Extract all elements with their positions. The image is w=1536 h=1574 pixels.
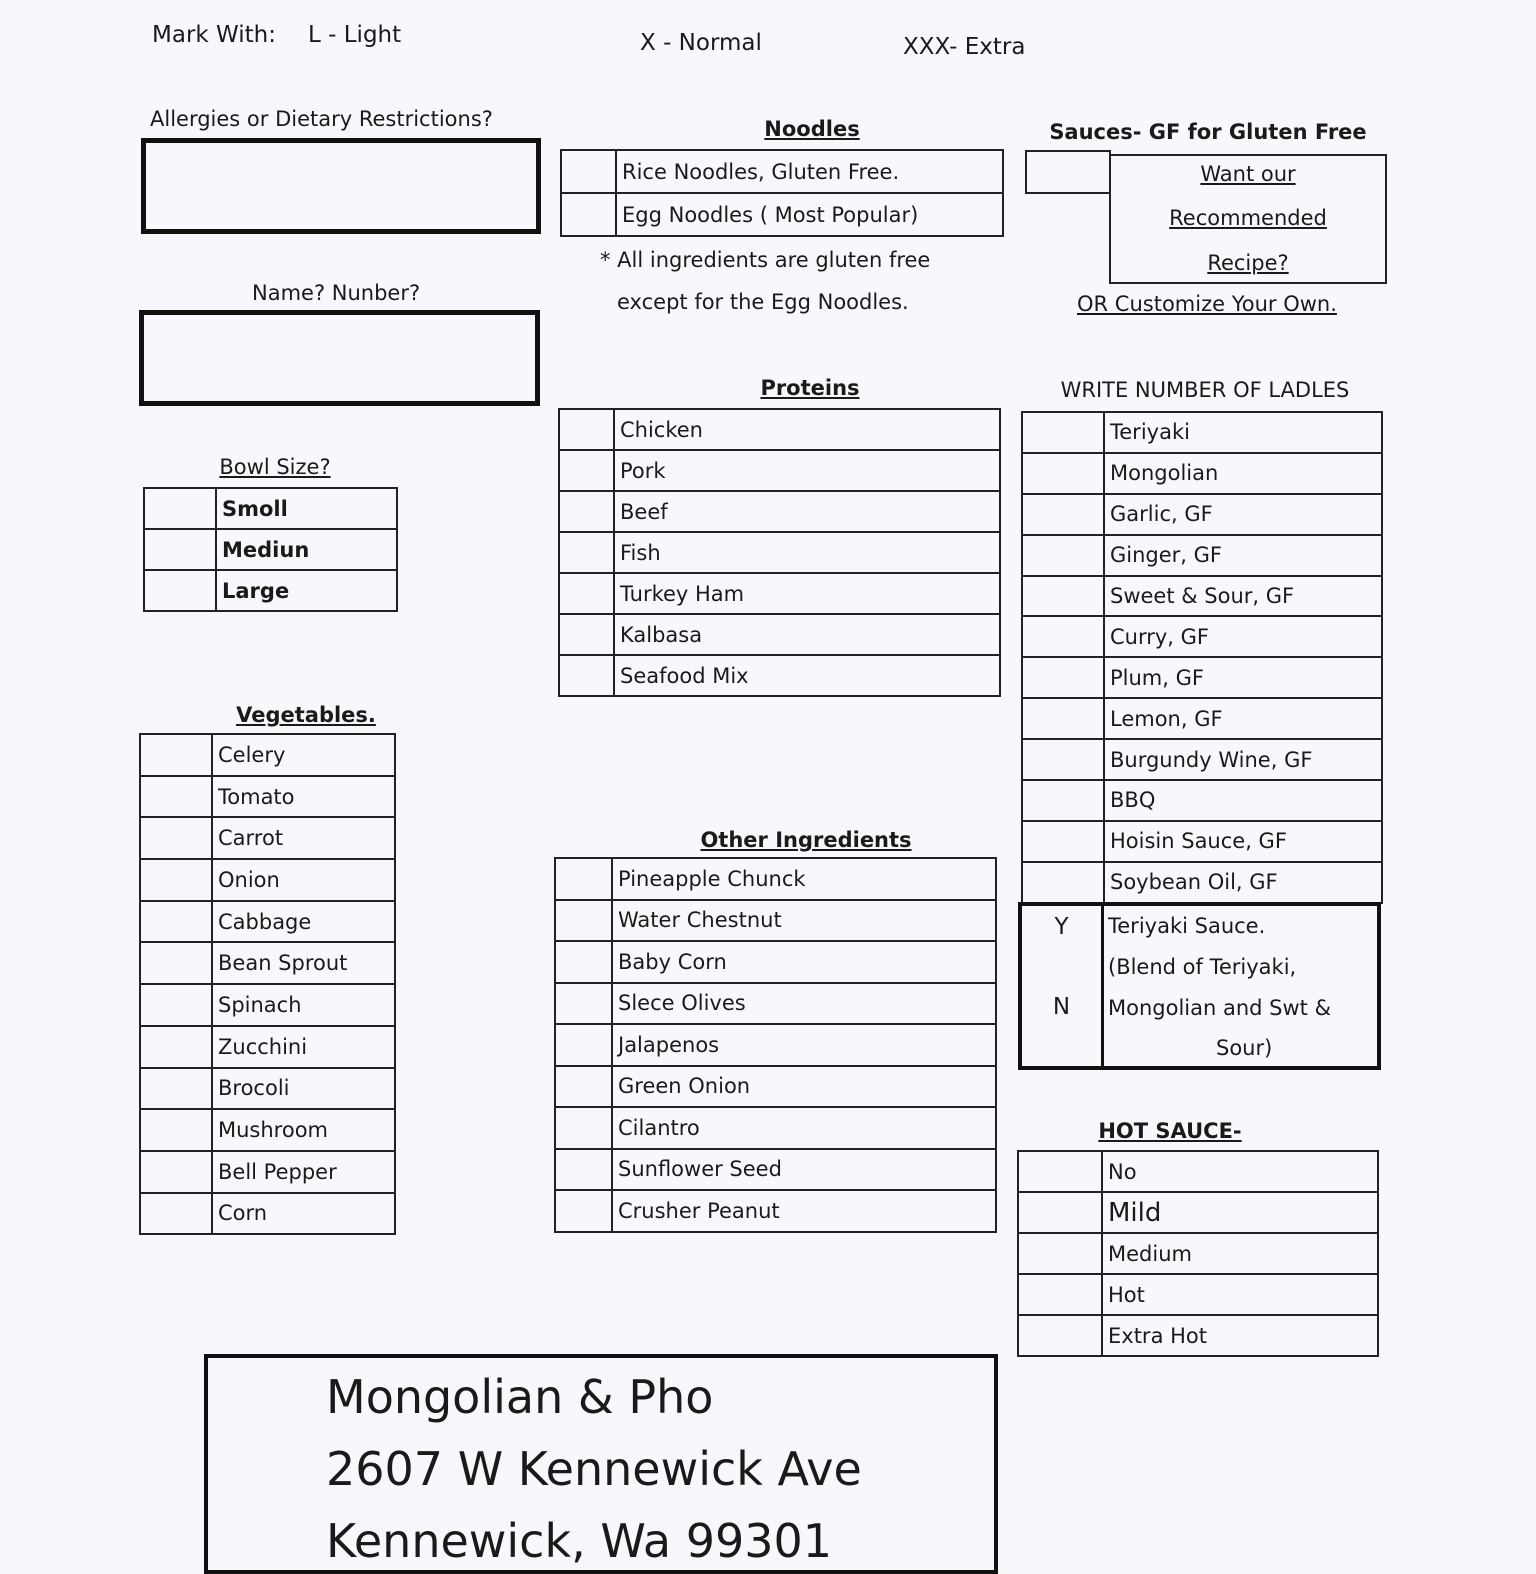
sauce-row [1022, 453, 1382, 494]
restaurant-name: Mongolian & Pho [326, 1370, 714, 1424]
recommended-checkbox[interactable] [1025, 150, 1111, 194]
other-ingredient-mark-cell[interactable] [555, 941, 612, 983]
protein-row [559, 409, 1000, 450]
sauces-title: Sauces- GF for Gluten Free [1049, 120, 1367, 144]
allergies-field[interactable] [141, 138, 541, 234]
protein-mark-cell[interactable] [559, 614, 614, 655]
other-ingredient-mark-cell[interactable] [555, 858, 612, 900]
other-ingredient-row [555, 1066, 996, 1108]
vegetable-label: Cabbage [212, 901, 395, 943]
sauce-row [1022, 698, 1382, 739]
bowl-size-row [144, 529, 397, 570]
blend-line4: Sour) [1216, 1036, 1273, 1060]
protein-row [559, 450, 1000, 491]
hot-sauce-title: HOT SAUCE- [1098, 1119, 1242, 1143]
protein-mark-cell[interactable] [559, 450, 614, 491]
teriyaki-blend-divider [1101, 906, 1104, 1066]
protein-label: Chicken [614, 409, 1000, 450]
other-ingredient-mark-cell[interactable] [555, 1107, 612, 1149]
blend-line2: (Blend of Teriyaki, [1108, 955, 1297, 979]
vegetable-row [140, 1151, 395, 1193]
other-ingredient-label: Baby Corn [612, 941, 996, 983]
other-ingredient-label: Water Chestnut [612, 900, 996, 942]
vegetable-mark-cell[interactable] [140, 901, 212, 943]
vegetable-row [140, 776, 395, 818]
noodle-label: Egg Noodles ( Most Popular) [616, 193, 1003, 236]
protein-label: Kalbasa [614, 614, 1000, 655]
other-ingredient-mark-cell[interactable] [555, 983, 612, 1025]
legend-extra: XXX- Extra [903, 34, 1026, 60]
vegetable-label: Onion [212, 859, 395, 901]
other-ingredient-row [555, 858, 996, 900]
hot-sauce-label: Extra Hot [1102, 1315, 1378, 1356]
protein-label: Fish [614, 532, 1000, 573]
vegetable-row [140, 734, 395, 776]
blend-line1: Teriyaki Sauce. [1108, 914, 1266, 938]
hot-sauce-label: Mild [1102, 1192, 1378, 1233]
vegetable-label: Zucchini [212, 1026, 395, 1068]
protein-mark-cell[interactable] [559, 409, 614, 450]
vegetable-mark-cell[interactable] [140, 1193, 212, 1235]
vegetable-mark-cell[interactable] [140, 942, 212, 984]
sauces-table [1021, 411, 1383, 904]
sauce-label: Plum, GF [1104, 657, 1382, 698]
bowl-size-mark-cell[interactable] [144, 570, 216, 611]
protein-label: Seafood Mix [614, 655, 1000, 696]
teriyaki-blend-box [1018, 902, 1381, 1070]
hot-sauce-row [1018, 1192, 1378, 1233]
sauce-mark-cell[interactable] [1022, 739, 1104, 780]
other-ingredient-label: Pineapple Chunck [612, 858, 996, 900]
hot-sauce-label: No [1102, 1151, 1378, 1192]
hot-sauce-mark-cell[interactable] [1018, 1274, 1102, 1315]
blend-line3: Mongolian and Swt & [1108, 996, 1331, 1020]
other-ingredient-label: Slece Olives [612, 983, 996, 1025]
hot-sauce-label: Medium [1102, 1233, 1378, 1274]
other-ingredients-table [554, 857, 997, 1233]
hot-sauce-mark-cell[interactable] [1018, 1315, 1102, 1356]
restaurant-address: 2607 W Kennewick Ave [326, 1442, 862, 1496]
recommend-line1: Want our [1200, 162, 1296, 186]
protein-row [559, 573, 1000, 614]
sauce-label: Ginger, GF [1104, 535, 1382, 576]
sauce-mark-cell[interactable] [1022, 862, 1104, 903]
other-ingredient-row [555, 900, 996, 942]
legend-light: L - Light [308, 22, 402, 48]
hot-sauce-row [1018, 1233, 1378, 1274]
other-ingredient-label: Cilantro [612, 1107, 996, 1149]
noodle-mark-cell[interactable] [561, 150, 616, 193]
sauce-mark-cell[interactable] [1022, 535, 1104, 576]
noodle-mark-cell[interactable] [561, 193, 616, 236]
sauce-row [1022, 780, 1382, 821]
protein-row [559, 491, 1000, 532]
other-ingredient-row [555, 983, 996, 1025]
sauce-label: Mongolian [1104, 453, 1382, 494]
sauce-label: Hoisin Sauce, GF [1104, 821, 1382, 862]
other-ingredient-mark-cell[interactable] [555, 1024, 612, 1066]
bowl-size-label: Mediun [216, 529, 397, 570]
restaurant-city: Kennewick, Wa 99301 [326, 1514, 833, 1568]
vegetable-row [140, 942, 395, 984]
gluten-note-line1: * All ingredients are gluten free [600, 248, 931, 272]
other-ingredient-row [555, 1024, 996, 1066]
sauce-label: Lemon, GF [1104, 698, 1382, 739]
sauce-label: Teriyaki [1104, 412, 1382, 453]
protein-row [559, 614, 1000, 655]
sauce-row [1022, 821, 1382, 862]
blend-yes-option[interactable]: Y [1054, 914, 1069, 940]
sauce-label: Soybean Oil, GF [1104, 862, 1382, 903]
protein-mark-cell[interactable] [559, 573, 614, 614]
sauce-row [1022, 862, 1382, 903]
other-ingredient-mark-cell[interactable] [555, 1066, 612, 1108]
ladles-label: WRITE NUMBER OF LADLES [1060, 378, 1350, 402]
sauce-row [1022, 657, 1382, 698]
vegetables-table [139, 733, 396, 1235]
sauce-mark-cell[interactable] [1022, 780, 1104, 821]
vegetable-mark-cell[interactable] [140, 859, 212, 901]
sauce-label: Sweet & Sour, GF [1104, 576, 1382, 617]
other-ingredients-title: Other Ingredients [700, 828, 912, 852]
protein-row [559, 655, 1000, 696]
other-ingredient-label: Crusher Peanut [612, 1190, 996, 1232]
blend-no-option[interactable]: N [1052, 994, 1071, 1020]
proteins-table [558, 408, 1001, 697]
other-ingredient-label: Sunflower Seed [612, 1149, 996, 1191]
hot-sauce-mark-cell[interactable] [1018, 1192, 1102, 1233]
legend-normal: X - Normal [640, 30, 762, 56]
hot-sauce-mark-cell[interactable] [1018, 1233, 1102, 1274]
vegetable-label: Celery [212, 734, 395, 776]
customize-own-label: OR Customize Your Own. [1077, 292, 1337, 316]
bowl-size-title: Bowl Size? [219, 455, 331, 479]
vegetable-mark-cell[interactable] [140, 1068, 212, 1110]
sauce-mark-cell[interactable] [1022, 412, 1104, 453]
sauce-mark-cell[interactable] [1022, 494, 1104, 535]
protein-mark-cell[interactable] [559, 655, 614, 696]
vegetable-mark-cell[interactable] [140, 1151, 212, 1193]
other-ingredient-row [555, 1190, 996, 1232]
sauce-row [1022, 576, 1382, 617]
vegetable-mark-cell[interactable] [140, 776, 212, 818]
noodles-title: Noodles [764, 117, 860, 141]
sauce-mark-cell[interactable] [1022, 616, 1104, 657]
protein-label: Pork [614, 450, 1000, 491]
hot-sauce-row [1018, 1315, 1378, 1356]
vegetable-row [140, 1193, 395, 1235]
other-ingredient-mark-cell[interactable] [555, 900, 612, 942]
sauce-label: BBQ [1104, 780, 1382, 821]
vegetable-label: Brocoli [212, 1068, 395, 1110]
vegetable-mark-cell[interactable] [140, 1026, 212, 1068]
other-ingredient-row [555, 941, 996, 983]
recommend-line3: Recipe? [1207, 251, 1289, 275]
hot-sauce-row [1018, 1274, 1378, 1315]
sauce-mark-cell[interactable] [1022, 698, 1104, 739]
hot-sauce-label: Hot [1102, 1274, 1378, 1315]
hot-sauce-mark-cell[interactable] [1018, 1151, 1102, 1192]
noodle-row [561, 150, 1003, 193]
vegetable-label: Bell Pepper [212, 1151, 395, 1193]
legend-label: Mark With: [152, 22, 276, 48]
vegetable-mark-cell[interactable] [140, 817, 212, 859]
sauce-row [1022, 739, 1382, 780]
vegetable-label: Bean Sprout [212, 942, 395, 984]
other-ingredient-mark-cell[interactable] [555, 1190, 612, 1232]
other-ingredient-mark-cell[interactable] [555, 1149, 612, 1191]
sauce-mark-cell[interactable] [1022, 657, 1104, 698]
protein-mark-cell[interactable] [559, 491, 614, 532]
recommended-recipe-box [1109, 154, 1387, 284]
noodle-label: Rice Noodles, Gluten Free. [616, 150, 1003, 193]
vegetable-mark-cell[interactable] [140, 734, 212, 776]
other-ingredient-row [555, 1149, 996, 1191]
allergies-label: Allergies or Dietary Restrictions? [150, 107, 493, 131]
sauce-mark-cell[interactable] [1022, 821, 1104, 862]
vegetable-label: Tomato [212, 776, 395, 818]
bowl-size-mark-cell[interactable] [144, 488, 216, 529]
vegetable-row [140, 984, 395, 1026]
protein-label: Turkey Ham [614, 573, 1000, 614]
sauce-row [1022, 616, 1382, 657]
other-ingredient-label: Green Onion [612, 1066, 996, 1108]
hot-sauce-row [1018, 1151, 1378, 1192]
vegetable-row [140, 1109, 395, 1151]
sauce-label: Garlic, GF [1104, 494, 1382, 535]
gluten-note-line2: except for the Egg Noodles. [617, 290, 909, 314]
sauce-row [1022, 412, 1382, 453]
vegetable-row [140, 817, 395, 859]
name-number-field[interactable] [139, 310, 540, 406]
sauce-label: Curry, GF [1104, 616, 1382, 657]
sauce-mark-cell[interactable] [1022, 453, 1104, 494]
sauce-label: Burgundy Wine, GF [1104, 739, 1382, 780]
other-ingredient-row [555, 1107, 996, 1149]
noodles-table [560, 149, 1004, 237]
bowl-size-table [143, 487, 398, 612]
vegetable-label: Corn [212, 1193, 395, 1235]
vegetable-row [140, 859, 395, 901]
bowl-size-row [144, 570, 397, 611]
protein-row [559, 532, 1000, 573]
vegetable-row [140, 1026, 395, 1068]
protein-label: Beef [614, 491, 1000, 532]
sauce-mark-cell[interactable] [1022, 576, 1104, 617]
sauce-row [1022, 494, 1382, 535]
vegetable-row [140, 1068, 395, 1110]
name-number-label: Name? Nunber? [252, 281, 421, 305]
hot-sauce-table [1017, 1150, 1379, 1357]
bowl-size-row [144, 488, 397, 529]
sauce-row [1022, 535, 1382, 576]
vegetable-mark-cell[interactable] [140, 1109, 212, 1151]
bowl-size-label: Smoll [216, 488, 397, 529]
vegetable-label: Spinach [212, 984, 395, 1026]
bowl-size-mark-cell[interactable] [144, 529, 216, 570]
protein-mark-cell[interactable] [559, 532, 614, 573]
vegetable-row [140, 901, 395, 943]
vegetable-mark-cell[interactable] [140, 984, 212, 1026]
recommend-line2: Recommended [1169, 206, 1327, 230]
proteins-title: Proteins [760, 376, 860, 400]
vegetable-label: Carrot [212, 817, 395, 859]
restaurant-info-box [204, 1354, 998, 1574]
noodle-row [561, 193, 1003, 236]
bowl-size-label: Large [216, 570, 397, 611]
other-ingredient-label: Jalapenos [612, 1024, 996, 1066]
vegetables-title: Vegetables. [236, 703, 376, 727]
vegetable-label: Mushroom [212, 1109, 395, 1151]
